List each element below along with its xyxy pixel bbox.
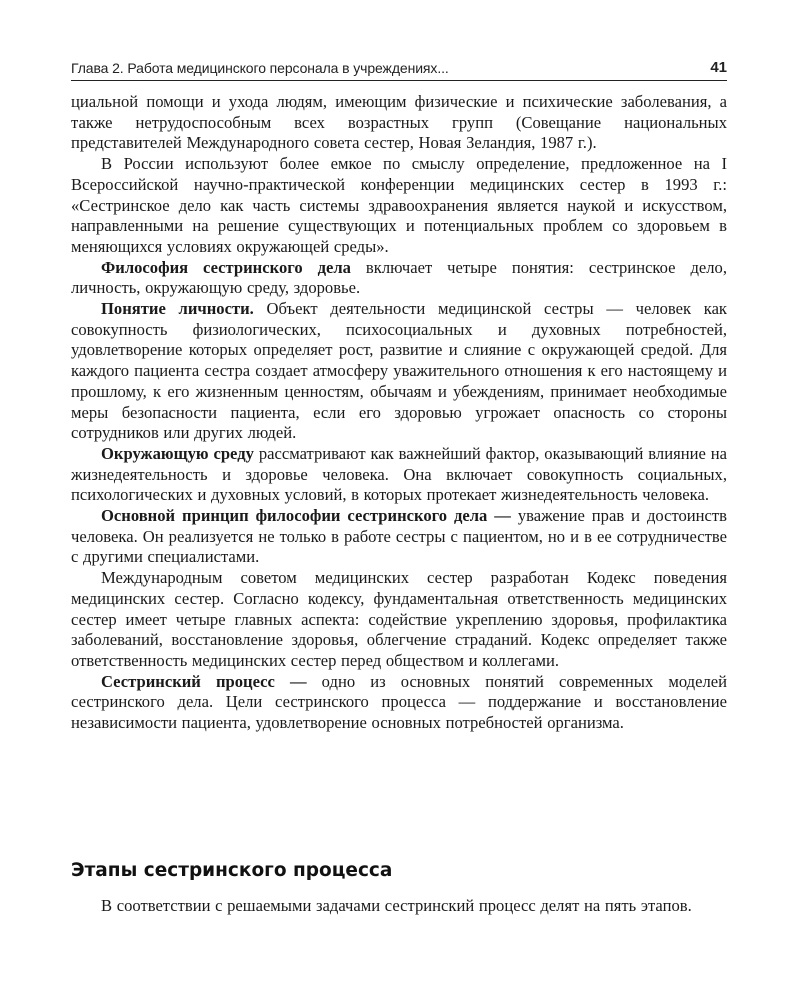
paragraph-code: Международным советом медицинских сестер разработан Кодекс поведения медицинских сестер. Согласно кодексу, фундаментальная ответственность медицинских сестер имеет четыре главных аспекта: содействие укреплению здоровья, профилактика заболеваний, восстановление здоровья, облегчение страданий. Кодекс определяет также ответственность медицинских сестер перед обществом и коллегами. bbox=[71, 568, 727, 670]
section-body bbox=[71, 896, 727, 917]
paragraph-personality-text: Объект деятельности медицинской сестры — человек как совокупность физиологических, психосоциальных и духовных потребностей, удовлетворение которых определяет рост, развитие и слияние с окружающей средой. Для каждого пациента сестра создает атмосферу уважительного отношения к его настоящему и прошлому, к его жизненным ценностям, обычаям и убеждениям, принимает необходимые меры безопасности пациента, если его здоровью угрожает опасность со стороны сотрудников или других людей. bbox=[71, 299, 727, 443]
paragraph-nursing-process-text: одно из основных понятий современных моделей сестринского дела. Цели сестринского процесса — поддержание и восстановление независимости пациента, удовлетворение основных потребностей организма. bbox=[71, 671, 727, 733]
paragraph-philosophy bbox=[71, 258, 727, 299]
term-philosophy: Философия сестринского дела bbox=[101, 257, 351, 277]
paragraph-principle-text: уважение прав и достоинств человека. Он реализуется не только в работе сестры с пациентом, но и в ее сотрудничестве с другими специалистами. bbox=[71, 506, 727, 567]
paragraph-nursing-process bbox=[71, 672, 727, 734]
paragraph-russia-definition: В России используют более емкое по смыслу определение, предложенное на I Всероссийской научно-практической конференции медицинских сестер в 1993 г.: «Сестринское дело как часть системы здравоохранения является наукой и искусством, направленными на решение существующих и потенциальных проблем со здоровьем в меняющихся условиях окружающей среды». bbox=[71, 154, 727, 256]
body-text bbox=[71, 92, 727, 734]
paragraph-continuation: циальной помощи и ухода людям, имеющим физические и психические заболевания, а также нетрудоспособным всех возрастных групп (Совещание национальных представителей Международного совета сестер, Новая Зеландия, 1987 г.). bbox=[71, 92, 727, 153]
running-header bbox=[71, 58, 727, 81]
paragraph-stages: В соответствии с решаемыми задачами сестринский процесс делят на пять этапов. bbox=[101, 896, 692, 915]
paragraph-personality bbox=[71, 299, 727, 444]
paragraph-environment-text: рассматривают как важнейший фактор, оказывающий влияние на жизнедеятельность и здоровье человека. Она включает совокупность социальных, психологических и духовных условий, в которых протекает жизнедеятельность человека. bbox=[71, 443, 727, 505]
paragraph-environment bbox=[71, 444, 727, 506]
running-title: Глава 2. Работа медицинского персонала в учреждениях... bbox=[71, 60, 449, 76]
section-heading: Этапы сестринского процесса bbox=[71, 860, 393, 881]
term-personality: Понятие личности. bbox=[101, 299, 254, 319]
paragraph-philosophy-text: включает четыре понятия: сестринское дело, личность, окружающую среду, здоровье. bbox=[71, 257, 727, 298]
term-environment: Окружающую среду bbox=[101, 443, 254, 463]
term-nursing-process: Сестринский процесс — bbox=[101, 671, 307, 691]
paragraph-principle bbox=[71, 506, 727, 568]
term-principle: Основной принцип философии сестринского дела — bbox=[101, 506, 511, 526]
page-number: 41 bbox=[710, 59, 727, 76]
